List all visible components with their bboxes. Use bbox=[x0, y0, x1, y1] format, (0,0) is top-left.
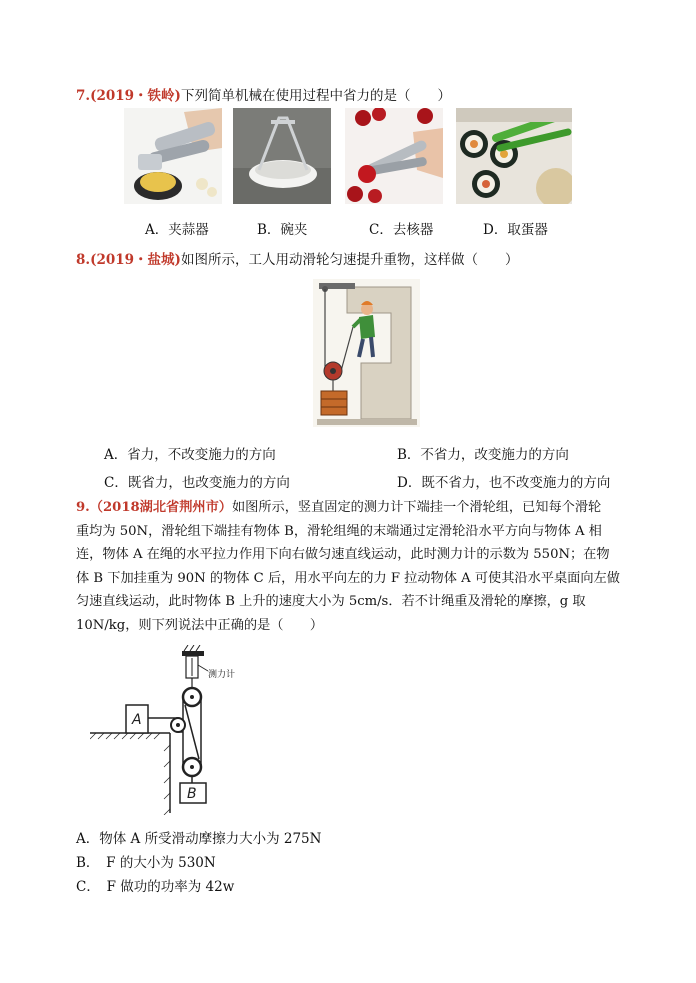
q9-line-2: 重均为 50N，滑轮组下端挂有物体 B，滑轮组绳的末端通过定滑轮沿水平方向与物体 A 相 bbox=[76, 523, 602, 539]
q8-header bbox=[76, 250, 518, 270]
q8-option-b[interactable]: B．不省力，改变施力的方向 bbox=[397, 447, 569, 463]
q7-option-b[interactable]: B．碗夹 bbox=[257, 222, 308, 238]
block-b-label: B bbox=[187, 786, 197, 802]
pulley-block-diagram bbox=[90, 645, 260, 815]
q9-paragraph bbox=[76, 496, 621, 637]
q8-option-a[interactable]: A．省力，不改变施力的方向 bbox=[104, 447, 276, 463]
meter-label: 测力计 bbox=[208, 670, 236, 680]
q9-line-5: 匀速直线运动，此时物体 B 上升的速度大小为 5cm/s．若不计绳重及滑轮的摩擦，g 取 bbox=[76, 594, 586, 609]
q9-number: 9. bbox=[76, 500, 90, 515]
q7-option-d[interactable]: D．取蛋器 bbox=[483, 222, 548, 238]
q9-line-4: 体 B 下加挂重为 90N 的物体 C 后，用水平向左的力 F 拉动物体 A 可使其沿水平桌面向左做 bbox=[76, 570, 620, 586]
egg-picker-photo bbox=[456, 108, 572, 204]
q9-line-6: 10N/kg，则下列说法中正确的是（ ） bbox=[76, 617, 324, 633]
q7-source: (2019・铁岭) bbox=[90, 88, 181, 104]
block-a-label: A bbox=[132, 712, 142, 728]
q9-option-b[interactable]: B． F 的大小为 530N bbox=[76, 855, 216, 871]
q8-source: (2019・盐城) bbox=[90, 252, 181, 268]
q9-text-1: 如图所示，竖直固定的测力计下端挂一个滑轮组，已知每个滑轮 bbox=[231, 500, 602, 515]
q9-line-1 bbox=[76, 496, 621, 520]
worker-pulley-figure bbox=[313, 279, 420, 427]
q7-option-c[interactable]: C．去核器 bbox=[369, 222, 434, 238]
bowl-clip-photo bbox=[233, 108, 331, 204]
q8-option-c[interactable]: C．既省力，也改变施力的方向 bbox=[104, 475, 290, 491]
q7-option-a[interactable]: A．夹蒜器 bbox=[145, 222, 209, 238]
q9-line-3: 连，物体 A 在绳的水平拉力作用下向右做匀速直线运动，此时测力计的示数为 550N；在物 bbox=[76, 547, 610, 562]
q8-number: 8. bbox=[76, 252, 91, 268]
pitter-photo bbox=[345, 108, 443, 204]
q7-stem: 下列简单机械在使用过程中省力的是（ ） bbox=[180, 88, 451, 104]
garlic-press-photo bbox=[124, 108, 222, 204]
q9-option-a[interactable]: A．物体 A 所受滑动摩擦力大小为 275N bbox=[76, 831, 322, 847]
q9-source: （2018湖北省荆州市） bbox=[89, 500, 232, 515]
q8-stem: 如图所示，工人用动滑轮匀速提升重物，这样做（ ） bbox=[180, 252, 519, 268]
q8-option-d[interactable]: D．既不省力，也不改变施力的方向 bbox=[397, 475, 611, 491]
q9-option-c[interactable]: C． F 做功的功率为 42w bbox=[76, 879, 235, 895]
q7-header bbox=[76, 86, 451, 106]
q7-number: 7. bbox=[76, 88, 91, 104]
